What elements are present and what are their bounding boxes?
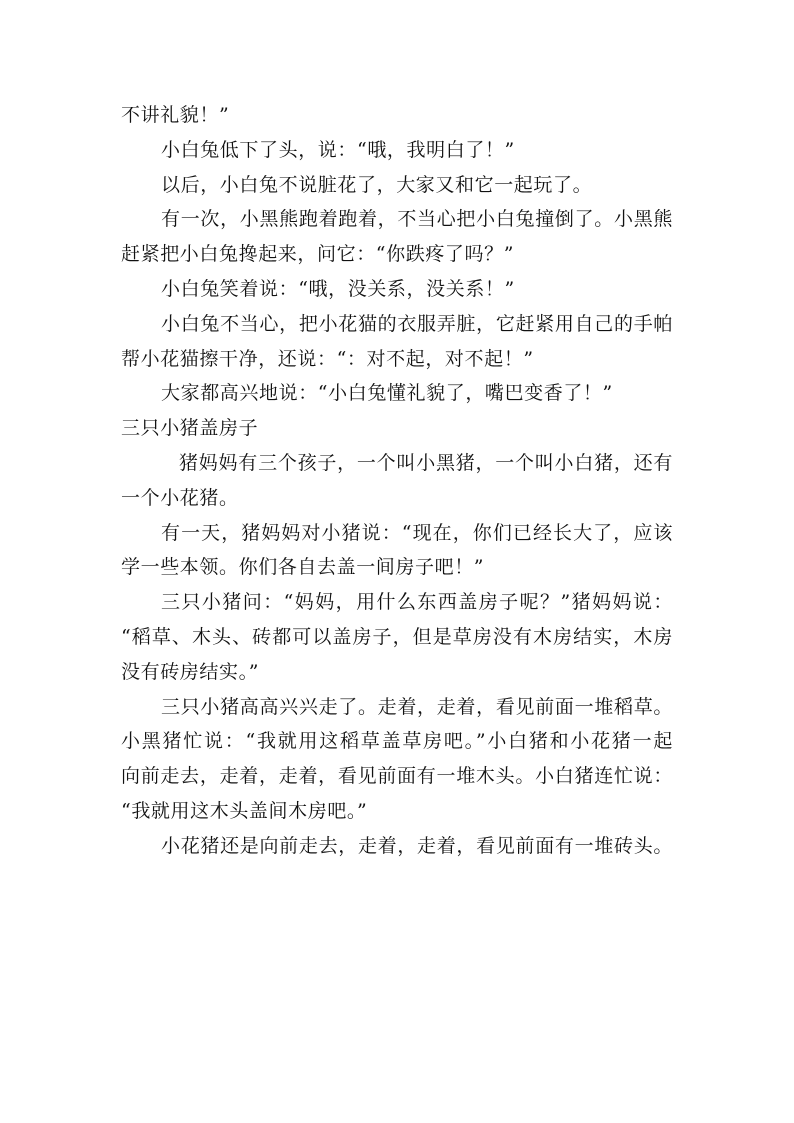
text-line: 赶紧把小白兔搀起来，问它：“你跌疼了吗？” (121, 243, 515, 266)
section-title: 三只小猪盖房子 (121, 417, 259, 440)
text-line: 学一些本领。你们各自去盖一间房子吧！” (121, 556, 485, 579)
text-line: 小花猪还是向前走去，走着，走着，看见前面有一堆砖头。 (161, 834, 673, 857)
text-line: 帮小花猫擦干净，还说：“：对不起，对不起！” (121, 347, 534, 370)
text-line: 大家都高兴地说：“小白兔懂礼貌了，嘴巴变香了！” (161, 382, 613, 405)
text-line: 不讲礼貌！” (121, 104, 230, 126)
story-text (121, 98, 673, 864)
text-line: 三只小猪高高兴兴走了。走着，走着，看见前面一堆稻草。 (161, 695, 673, 718)
text-line: “我就用这木头盖间木房吧。” (121, 799, 368, 822)
text-line: 小黑猪忙说：“我就用这稻草盖草房吧。”小白猪和小花猪一起 (121, 730, 673, 753)
text-line: 三只小猪问：“妈妈，用什么东西盖房子呢？”猪妈妈说： (161, 591, 673, 614)
text-line: 小白兔笑着说：“哦，没关系，没关系！” (161, 277, 515, 300)
text-line: 一个小花猪。 (121, 486, 239, 509)
text-line: 没有砖房结实。” (121, 660, 260, 683)
text-line: “稻草、木头、砖都可以盖房子，但是草房没有木房结实，木房 (121, 625, 673, 648)
text-line: 小白兔不当心，把小花猫的衣服弄脏，它赶紧用自己的手帕 (161, 312, 673, 335)
text-line: 有一次，小黑熊跑着跑着，不当心把小白兔撞倒了。小黑熊 (161, 208, 673, 231)
text-line: 向前走去，走着，走着，看见前面有一堆木头。小白猪连忙说： (121, 765, 673, 788)
text-line: 以后，小白兔不说脏花了，大家又和它一起玩了。 (161, 173, 593, 196)
text-line: 有一天，猪妈妈对小猪说：“现在，你们已经长大了，应该 (161, 521, 673, 544)
text-line: 小白兔低下了头，说：“哦，我明白了！” (161, 138, 515, 161)
text-line: 猪妈妈有三个孩子，一个叫小黑猪，一个叫小白猪，还有 (179, 451, 673, 474)
